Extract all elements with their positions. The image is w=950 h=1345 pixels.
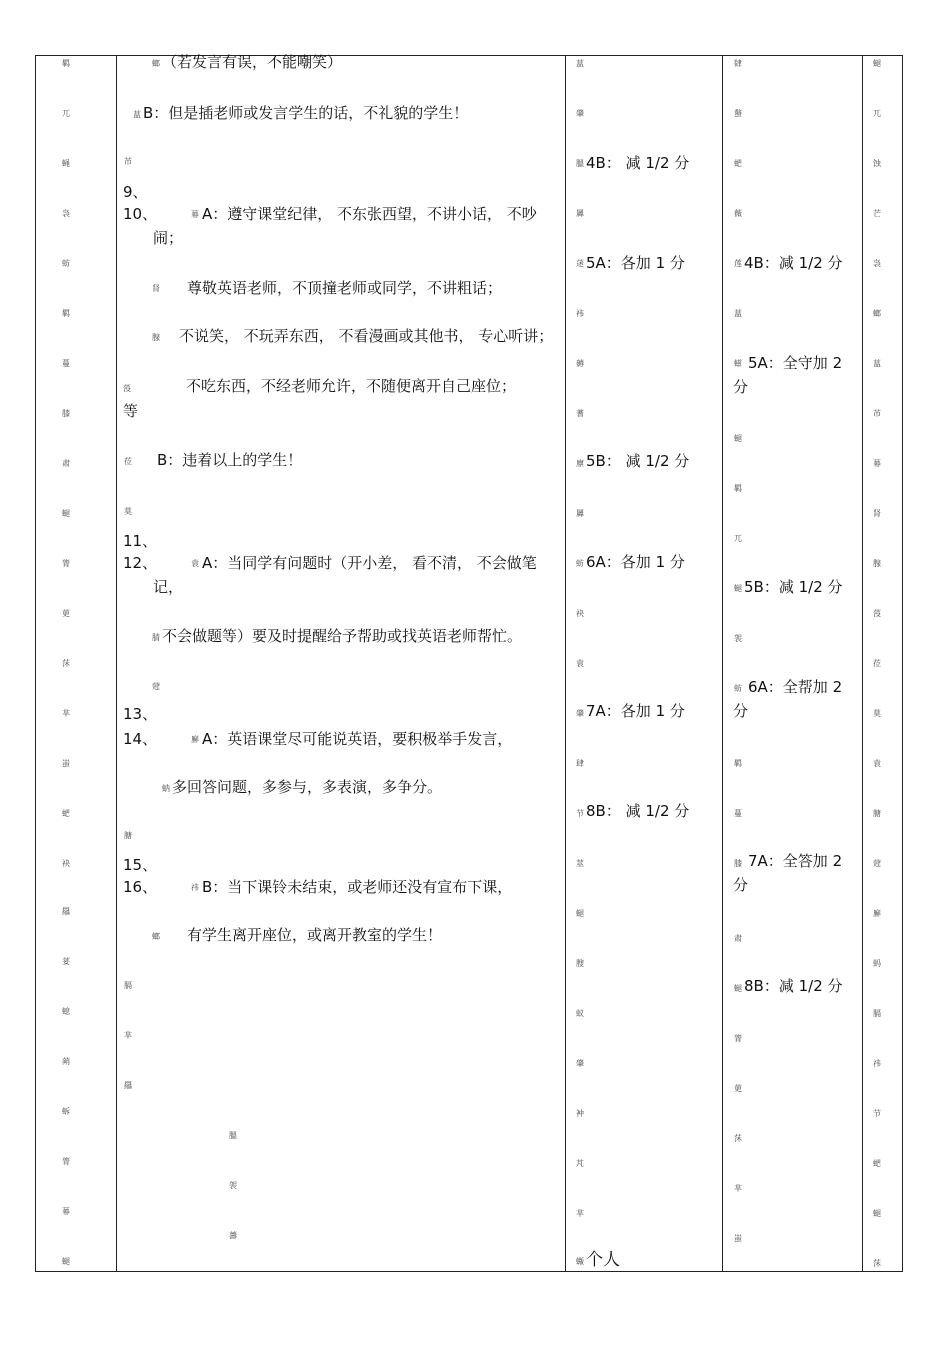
glyph-mark: 莯 [734,1134,742,1143]
glyph-mark: 蚆 [734,159,742,168]
glyph-mark: 蒁 [576,259,584,268]
glyph-mark: 幕 [873,459,881,468]
glyph-mark: 芃 [576,1159,584,1168]
glyph-mark: 袅 [62,209,70,218]
col2-glyph: 袈 [229,1181,237,1190]
col2-glyph: 腺 [152,333,160,342]
glyph-mark: 蚆 [62,809,70,818]
col2-glyph: 膅 [124,831,132,840]
rule-seat: 不吃东西，不经老师允许，不随便离开自己座位； [186,377,517,395]
glyph-mark: 廪 [576,459,584,468]
glyph-mark: 蚄 [734,684,742,693]
points-4b: 4B： 减 1/2 分 [586,154,690,172]
glyph-mark: 芈 [734,1184,742,1193]
glyph-mark: 蔓 [734,809,742,818]
glyph-mark: 羼 [576,509,584,518]
glyph-mark: 螂 [873,309,881,318]
glyph-mark: 莲 [734,259,742,268]
rule-number: 10、 [123,205,158,223]
rule-a-help-cont: 记， [153,578,184,596]
glyph-mark: 羁 [734,759,742,768]
rule-help-detail: 不会做题等）要及时提醒给予帮助或找英语老师帮忙。 [162,627,523,645]
col2-glyph: 幕 [191,210,199,219]
rule-number: 11、 [123,532,158,550]
col2-glyph: 螂 [152,932,160,941]
glyph-mark: 肄 [734,59,742,68]
glyph-mark: 芈 [576,1209,584,1218]
rule-seat-cont: 等 [123,402,139,420]
glyph-mark: 兀 [62,109,70,118]
rule-b-interrupt: B：但是插老师或发言学生的话，不礼貌的学生！ [143,104,469,122]
individual-label: 个人 [586,1250,620,1270]
col2-glyph: 蒀 [133,110,141,119]
glyph-mark: 薇 [734,209,742,218]
group-8b: 8B：减 1/2 分 [744,977,843,995]
glyph-mark: 袁 [576,659,584,668]
glyph-mark: 莄 [62,609,70,618]
rule-a-discipline: A：遵守课堂纪律， 不东张西望，不讲小话， 不吵 [202,205,537,223]
column-divider [862,56,863,1271]
glyph-mark: 莁 [576,859,584,868]
glyph-mark: 莄 [734,1084,742,1093]
col2-glyph: 薵 [229,1231,237,1240]
glyph-mark: 蚁 [576,1009,584,1018]
glyph-mark: 螁 [873,59,881,68]
column-divider [722,56,723,1271]
glyph-mark: 膈 [873,1009,881,1018]
rule-number: 12、 [123,554,158,572]
column-divider [116,56,117,1271]
rule-number: 15、 [123,856,158,874]
glyph-mark: 羁 [62,309,70,318]
glyph-mark: 袁 [873,759,881,768]
glyph-mark: 膄 [576,959,584,968]
glyph-mark: 肾 [873,509,881,518]
col2-glyph: 芈 [124,1031,132,1040]
col2-glyph: 莈 [123,384,131,393]
col2-glyph: 膈 [124,981,132,990]
glyph-mark: 膝 [734,859,742,868]
glyph-mark: 肇 [576,109,584,118]
rule-participate: 多回答问题，多参与，多表演，多争分。 [172,778,443,796]
points-6a: 6A：各加 1 分 [586,553,685,571]
glyph-mark: 肇 [576,709,584,718]
rule-number: 14、 [123,730,158,748]
col3-glyph: 蝂 [576,1257,584,1266]
points-7a: 7A：各加 1 分 [586,702,685,720]
glyph-mark: 莈 [873,609,881,618]
rule-b-violation: B：违着以上的学生！ [157,451,303,469]
glyph-mark: 羁 [734,484,742,493]
glyph-mark: 肆 [576,759,584,768]
column-divider [565,56,566,1271]
glyph-mark: 薅 [576,359,584,368]
glyph-mark: 蔓 [62,359,70,368]
glyph-mark: 螅 [62,1007,70,1016]
glyph-mark: 羁 [62,59,70,68]
glyph-mark: 螁 [576,909,584,918]
glyph-mark: 螁 [62,509,70,518]
col2-glyph: 袁 [191,559,199,568]
col2-glyph: 莫 [124,507,132,516]
rule-a-discipline-cont: 闹； [153,229,184,247]
group-5a-cont: 分 [733,378,749,396]
group-4b: 4B：减 1/2 分 [744,254,843,272]
group-6a: 6A：全帮加 2 [748,678,843,696]
glyph-mark: 螁 [734,984,742,993]
glyph-mark: 蚸 [62,1107,70,1116]
glyph-mark: 蒀 [873,359,881,368]
glyph-mark: 膝 [62,409,70,418]
glyph-mark: 芒 [873,209,881,218]
glyph-mark: 廯 [873,909,881,918]
group-7a: 7A：全答加 2 [748,852,843,870]
col2-glyph: 廯 [191,735,199,744]
glyph-mark: 兀 [734,534,742,543]
col2-glyph: 肾 [152,284,160,293]
glyph-mark: 蒄 [873,859,881,868]
glyph-mark: 肃 [62,459,70,468]
glyph-mark: 螯 [734,109,742,118]
group-7a-cont: 分 [733,876,749,894]
col2-glyph: 蒄 [152,682,160,691]
glyph-mark: 袂 [576,609,584,618]
glyph-mark: 莅 [873,659,881,668]
glyph-mark: 羼 [576,209,584,218]
glyph-mark: 祎 [873,1059,881,1068]
glyph-mark: 螆 [734,359,742,368]
glyph-mark: 莯 [873,1259,881,1268]
glyph-mark: 蓍 [576,409,584,418]
col2-glyph: 祎 [191,883,199,892]
group-5a: 5A：全守加 2 [748,354,843,372]
glyph-mark: 螁 [734,584,742,593]
glyph-mark: 袅 [873,259,881,268]
rule-note: （若发言有误，不能嘲笑） [162,53,343,71]
rule-focus: 不说笑， 不玩弄东西， 不看漫画或其他书， 专心听讲； [179,327,554,345]
col2-glyph: 蚋 [162,784,170,793]
glyph-mark: 节 [576,809,584,818]
rule-number: 16、 [123,878,158,896]
glyph-mark: 荽 [62,957,70,966]
glyph-mark: 蒴 [62,1057,70,1066]
col2-glyph: 羉 [124,1081,132,1090]
glyph-mark: 节 [873,1109,881,1118]
col2-glyph: 芇 [124,157,132,166]
glyph-mark: 蒀 [734,309,742,318]
glyph-mark: 袂 [62,859,70,868]
glyph-mark: 膂 [62,559,70,568]
col2-glyph: 腈 [152,633,160,642]
glyph-mark: 衶 [576,1109,584,1118]
glyph-mark: 蚂 [873,959,881,968]
glyph-mark: 蚩 [62,759,70,768]
glyph-mark: 芇 [873,409,881,418]
rule-number: 9、 [123,183,148,201]
glyph-mark: 幕 [62,1207,70,1216]
glyph-mark: 肇 [576,1059,584,1068]
glyph-mark: 蝇 [62,159,70,168]
glyph-mark: 腺 [873,559,881,568]
glyph-mark: 蚀 [873,159,881,168]
points-8b: 8B： 减 1/2 分 [586,802,690,820]
points-5a: 5A：各加 1 分 [586,254,685,272]
glyph-mark: 羉 [62,907,70,916]
rule-respect: 尊敬英语老师，不顶撞老师或同学，不讲粗话； [187,279,503,297]
col2-glyph: 莅 [124,457,132,466]
group-6a-cont: 分 [733,702,749,720]
glyph-mark: 袆 [576,309,584,318]
glyph-mark: 芈 [62,709,70,718]
glyph-mark: 莯 [62,659,70,668]
rule-b-leave-cont: 有学生离开座位，或离开教室的学生！ [187,926,443,944]
glyph-mark: 肃 [734,934,742,943]
glyph-mark: 螁 [734,434,742,443]
glyph-mark: 膂 [734,1034,742,1043]
glyph-mark: 膂 [62,1157,70,1166]
glyph-mark: 蚩 [734,1234,742,1243]
points-5b: 5B： 减 1/2 分 [586,452,690,470]
group-5b: 5B：减 1/2 分 [744,578,843,596]
glyph-mark: 蚄 [576,559,584,568]
glyph-mark: 螁 [873,1209,881,1218]
col2-glyph: 螂 [152,59,160,68]
glyph-mark: 螁 [62,1257,70,1266]
glyph-mark: 膃 [576,159,584,168]
rule-a-english: A：英语课堂尽可能说英语，要积极举手发言， [202,730,513,748]
rule-number: 13、 [123,705,158,723]
rule-b-leave: B：当下课铃未结束，或老师还没有宣布下课， [202,878,513,896]
glyph-mark: 膅 [873,809,881,818]
glyph-mark: 兀 [873,109,881,118]
glyph-mark: 蚆 [873,1159,881,1168]
glyph-mark: 袈 [734,634,742,643]
rule-a-help: A：当同学有问题时（开小差， 看不清， 不会做笔 [202,554,537,572]
glyph-mark: 莫 [873,709,881,718]
glyph-mark: 蚄 [62,259,70,268]
col2-glyph: 膃 [229,1131,237,1140]
glyph-mark: 蒀 [576,59,584,68]
